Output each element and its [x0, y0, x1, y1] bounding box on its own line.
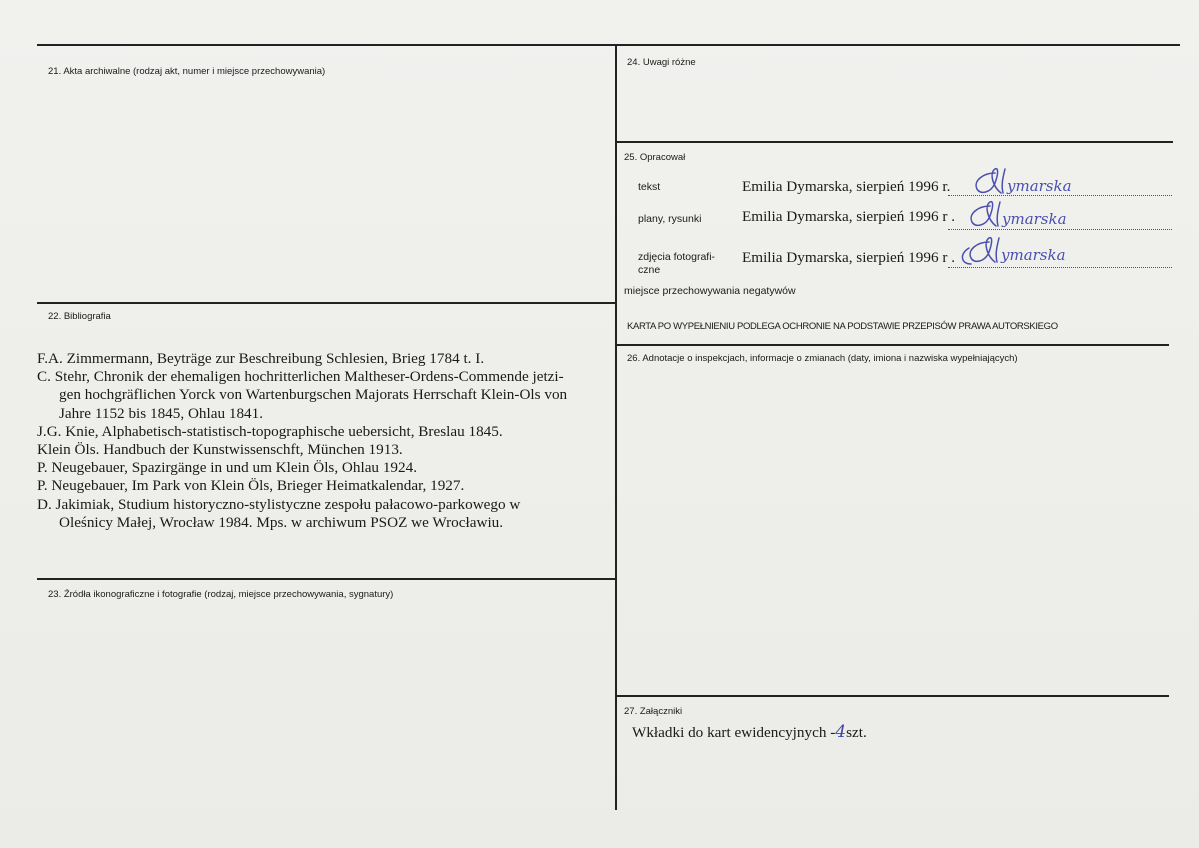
bibliography-entry: J.G. Knie, Alphabetisch-statistisch-topographische uebersicht, Breslau 1845. — [37, 422, 503, 440]
rule-24-25 — [616, 141, 1173, 143]
copyright-notice: KARTA PO WYPEŁNIENIU PODLEGA OCHRONIE NA PODSTAWIE PRZEPISÓW PRAWA AUTORSKIEGO — [627, 321, 1058, 332]
section-21-label: 21. Akta archiwalne (rodzaj akt, numer i miejsce przechowywania) — [48, 66, 326, 77]
svg-text:ymarska: ymarska — [1002, 210, 1067, 228]
signature-plans — [962, 196, 1112, 236]
row-label-photos: zdjęcia fotografi- czne — [638, 251, 716, 276]
bibliography-entry: D. Jakimiak, Studium historyczno-stylistyczne zespołu pałacowo-parkowego w Oleśnicy Małej, Wrocław 1984. Mps. w archiwum PSOZ we Wrocławiu. — [37, 495, 521, 531]
row-label-plans: plany, rysunki — [638, 213, 702, 225]
row-label-text: tekst — [638, 181, 661, 193]
section-23-label: 23. Źródła ikonograficzne i fotografie (rodzaj, miejsce przechowywania, sygnatury) — [48, 589, 394, 600]
bibliography-entry: P. Neugebauer, Spazirgänge in und um Klein Öls, Ohlau 1924. — [37, 459, 417, 477]
row-value-text: Emilia Dymarska, sierpień 1996 r. — [742, 178, 951, 195]
section-24-label: 24. Uwagi różne — [627, 57, 696, 68]
attachments-prefix: Wkładki do kart ewidencyjnych - — [632, 724, 836, 741]
attachments-suffix: szt. — [846, 724, 867, 741]
attachments-text — [632, 722, 867, 742]
svg-text:ymarska: ymarska — [1001, 246, 1066, 264]
svg-text:ymarska: ymarska — [1007, 177, 1072, 195]
section-22-label: 22. Bibliografia — [48, 311, 111, 322]
bibliography-entry: C. Stehr, Chronik der ehemaligen hochritterlichen Maltheser-Ordens-Commende jetzi- gen hochgräflichen Yorck von Wartenburgschen Majorats Herrschaft Klein-Ols von Jahre 1152 bis 1845, Ohlau 1841. — [37, 368, 568, 422]
bibliography-entry: Klein Öls. Handbuch der Kunstwissenschft, München 1913. — [37, 441, 403, 459]
row-value-photos: Emilia Dymarska, sierpień 1996 r . — [742, 249, 955, 266]
rule-26-27 — [616, 695, 1169, 697]
rule-22-23 — [37, 578, 616, 580]
section-25-label: 25. Opracował — [624, 152, 686, 163]
rule-21-22 — [37, 302, 616, 304]
rule-25-26 — [616, 344, 1169, 346]
section-26-label: 26. Adnotacje o inspekcjach, informacje o zmianach (daty, imiona i nazwiska wypełniających) — [627, 353, 1018, 364]
bibliography-list — [37, 350, 615, 532]
top-rule — [37, 44, 1180, 46]
bibliography-entry: P. Neugebauer, Im Park von Klein Öls, Brieger Heimatkalendar, 1927. — [37, 477, 465, 495]
attachments-count: 4 — [835, 722, 847, 742]
row-value-plans: Emilia Dymarska, sierpień 1996 r . — [742, 208, 955, 225]
bibliography-entry: F.A. Zimmermann, Beyträge zur Beschreibung Schlesien, Brieg 1784 t. I. — [37, 350, 485, 367]
signature-photos — [955, 232, 1115, 274]
section-27-label: 27. Załączniki — [624, 706, 683, 717]
negatives-location-label: miejsce przechowywania negatywów — [624, 285, 796, 297]
